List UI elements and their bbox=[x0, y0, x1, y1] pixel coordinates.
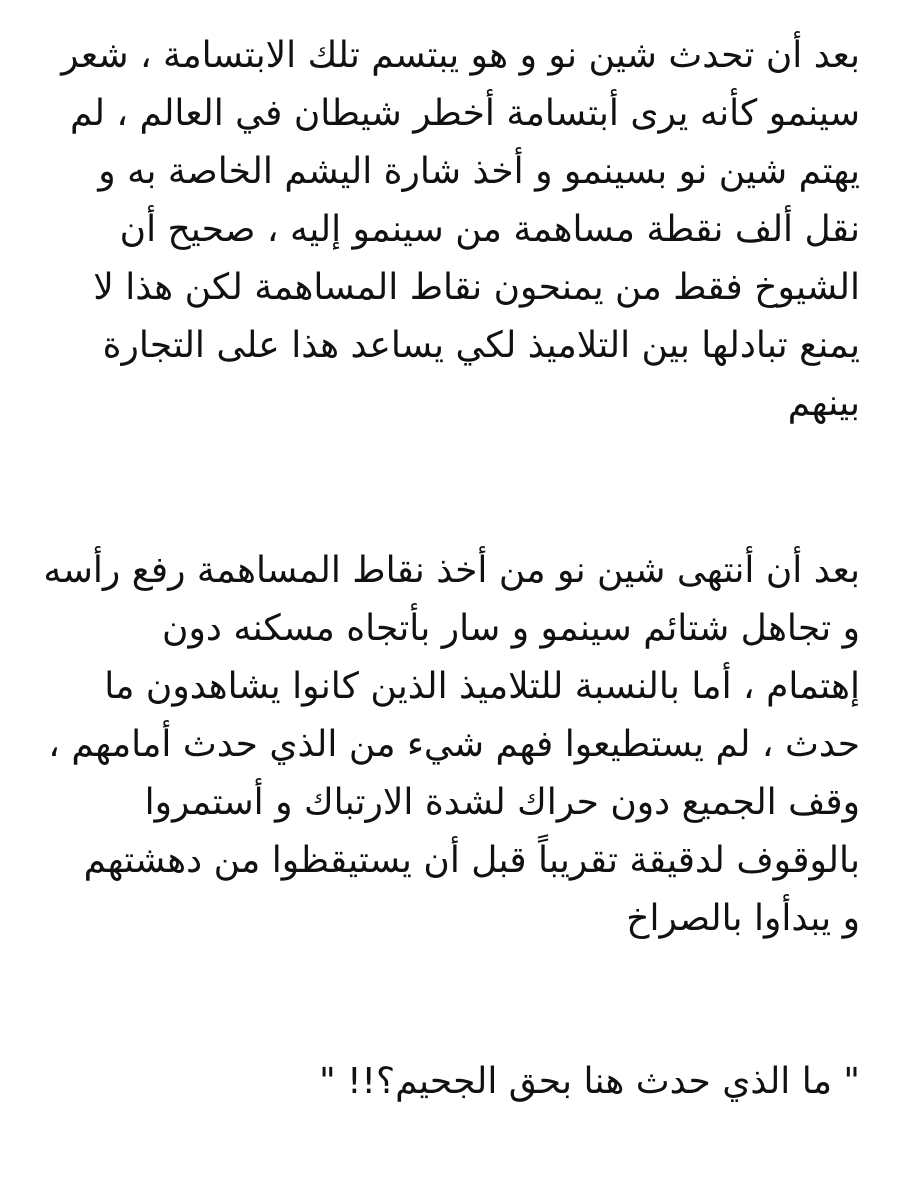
text-line: يمنع تبادلها بين التلاميذ لكي يساعد هذا على التجارة bbox=[102, 325, 860, 366]
quote-line: " ما الذي حدث هنا بحق الجحيم؟!! " bbox=[319, 1061, 860, 1102]
text-line: نقل ألف نقطة مساهمة من سينمو إليه ، صحيح أن bbox=[119, 209, 860, 250]
text-line: سينمو كأنه يرى أبتسامة أخطر شيطان في العالم ، لم bbox=[70, 93, 860, 134]
paragraph-2 bbox=[43, 542, 860, 948]
text-line: و تجاهل شتائم سينمو و سار بأتجاه مسكنه دون bbox=[162, 608, 860, 649]
text-line: بالوقوف لدقيقة تقريباً قبل أن يستيقظوا من دهشتهم bbox=[83, 840, 860, 881]
text-line: بعد أن أنتهى شين نو من أخذ نقاط المساهمة رفع رأسه bbox=[43, 550, 860, 591]
text-line: إهتمام ، أما بالنسبة للتلاميذ الذين كانوا يشاهدون ما bbox=[104, 666, 860, 707]
paragraph-1 bbox=[48, 27, 860, 433]
text-line: وقف الجميع دون حراك لشدة الارتباك و أستمروا bbox=[144, 782, 860, 823]
paragraph-3 bbox=[48, 1053, 860, 1111]
text-line: و يبدأوا بالصراخ bbox=[626, 898, 860, 939]
text-line: بينهم bbox=[787, 383, 860, 424]
text-line: حدث ، لم يستطيعوا فهم شيء من الذي حدث أمامهم ، bbox=[48, 724, 860, 765]
text-line: يهتم شين نو بسينمو و أخذ شارة اليشم الخاصة به و bbox=[98, 151, 860, 192]
text-line: الشيوخ فقط من يمنحون نقاط المساهمة لكن هذا لا bbox=[93, 267, 860, 308]
text-line: بعد أن تحدث شين نو و هو يبتسم تلك الابتسامة ، شعر bbox=[61, 35, 860, 76]
